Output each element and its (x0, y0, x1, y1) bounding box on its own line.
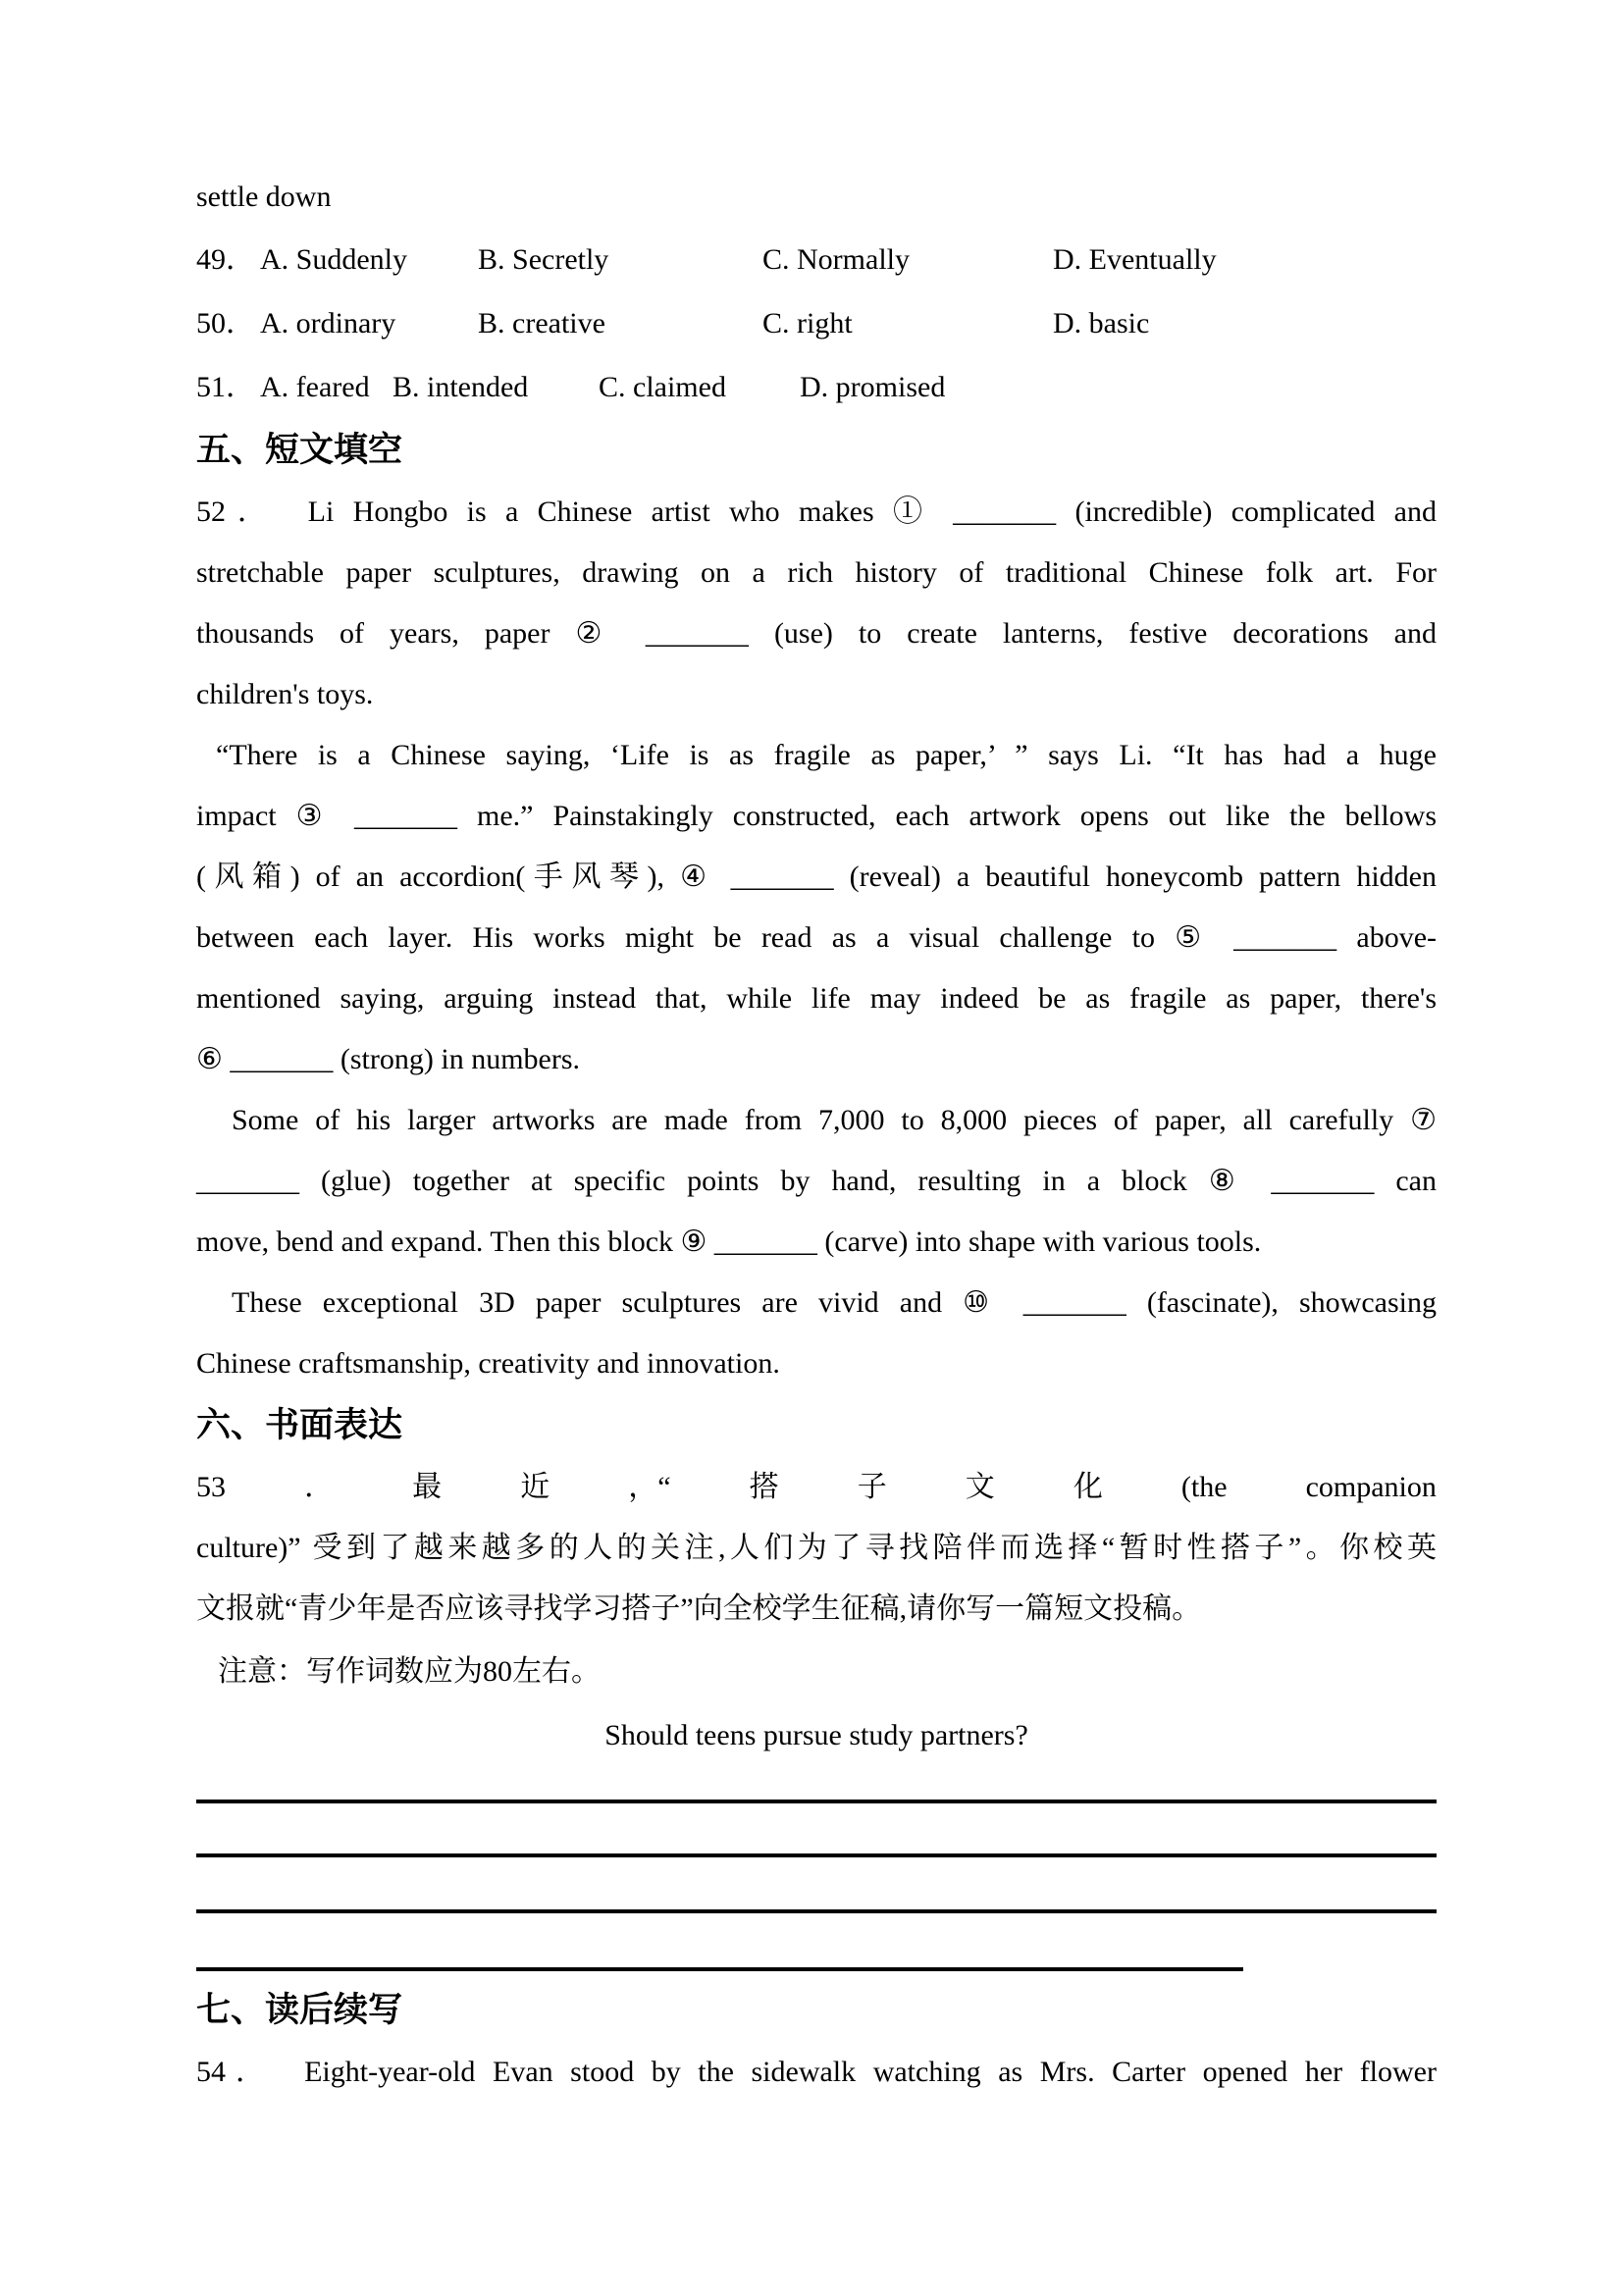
passage-line: “There is a Chinese saying, ‘Life is as fragile as paper,’ ” says Li. “It has had a huge (216, 739, 1437, 771)
passage-line: thousands of years, paper ② _______ (use) to create lanterns, festive decorations and (196, 617, 1437, 650)
question-number: 49． (196, 243, 255, 276)
cloze-passage (196, 482, 1437, 1394)
continuation-task-text (196, 2042, 1437, 2103)
multiple-choice-area (196, 228, 1437, 419)
section-heading-continuation: 七、读后续写 (196, 1991, 403, 2029)
option-label: C. Normally (762, 243, 910, 276)
story-line: 54． Eight-year-old Evan stood by the sidewalk watching as Mrs. Carter opened her flower (196, 2056, 1437, 2088)
text-token: 化 (1073, 1471, 1103, 1503)
text-token: 文 (965, 1471, 995, 1503)
option-label: A. ordinary (260, 307, 396, 339)
passage-line: Some of his larger artworks are made from 7,000 to 8,000 pieces of paper, all carefully ⑦ (232, 1104, 1437, 1136)
option-label: C. right (762, 307, 853, 339)
option-label: B. intended (393, 371, 529, 403)
text-token: companion (1305, 1471, 1437, 1503)
passage-line: impact ③ _______ me.” Painstakingly constructed, each artwork opens out like the bellows (196, 800, 1437, 832)
passage-line: stretchable paper sculptures, drawing on a rich history of traditional Chinese folk art. For (196, 556, 1437, 589)
carryover-text-line: settle down (196, 181, 332, 213)
passage-line: children's toys. (196, 678, 374, 710)
option-label: D. basic (1053, 307, 1150, 339)
text-token: 最 (412, 1471, 443, 1503)
text-token: 搭 (749, 1471, 779, 1503)
passage-line: move, bend and expand. Then this block ⑨ _______ (carve) into shape with various tools. (196, 1226, 1262, 1258)
writing-line (196, 1803, 1437, 1857)
passage-line: (风箱) of an accordion(手风琴), ④ _______ (reveal) a beautiful honeycomb pattern hidden (196, 861, 1437, 893)
question-row (196, 355, 1437, 419)
prompt-line: 文报就“青少年是否应该寻找学习搭子”向全校学生征稿,请你写一篇短文投稿。 (196, 1592, 1202, 1625)
writing-line (196, 1857, 1437, 1913)
option-label: B. Secretly (478, 243, 609, 276)
passage-line: Chinese craftsmanship, creativity and innovation. (196, 1347, 780, 1380)
question-row (196, 291, 1437, 355)
text-token: 53 (196, 1471, 226, 1503)
answer-lines-area (196, 1767, 1437, 1971)
question-row (196, 228, 1437, 291)
prompt-line: culture)” 受到了越来越多的人的关注,人们为了寻找陪伴而选择“暂时性搭子”。你校英 (196, 1532, 1437, 1564)
passage-line: between each layer. His works might be read as a visual challenge to ⑤ _______ above- (196, 921, 1437, 954)
option-label: B. creative (478, 307, 605, 339)
section-heading-cloze: 五、短文填空 (196, 431, 403, 469)
text-token: ，“ (628, 1471, 671, 1503)
option-label: A. Suddenly (260, 243, 407, 276)
option-label: C. claimed (599, 371, 726, 403)
writing-note: 注意：写作词数应为80左右。 (218, 1655, 601, 1688)
passage-line: _______ (glue) together at specific points by hand, resulting in a block ⑧ _______ can (196, 1165, 1437, 1197)
question-number: 50． (196, 307, 255, 339)
writing-task-first-line (196, 1457, 1437, 1518)
option-label: D. promised (800, 371, 946, 403)
text-token: (the (1180, 1471, 1228, 1503)
text-token: ． (304, 1471, 335, 1503)
passage-line: ⑥ _______ (strong) in numbers. (196, 1043, 581, 1075)
question-number: 51． (196, 371, 255, 403)
option-label: D. Eventually (1053, 243, 1217, 276)
writing-line (196, 1767, 1437, 1803)
writing-task-prompt (196, 1518, 1437, 1640)
text-token: 子 (857, 1471, 887, 1503)
passage-line: These exceptional 3D paper sculptures are vivid and ⑩ _______ (fascinate), showcasing (232, 1286, 1437, 1319)
writing-line (196, 1913, 1243, 1971)
passage-line: 52． Li Hongbo is a Chinese artist who makes ① _______ (incredible) complicated and (196, 496, 1437, 528)
section-heading-writing: 六、书面表达 (196, 1406, 403, 1444)
passage-line: mentioned saying, arguing instead that, while life may indeed be as fragile as paper, there's (196, 982, 1437, 1015)
essay-title: Should teens pursue study partners? (604, 1719, 1028, 1751)
option-label: A. feared (260, 371, 370, 403)
text-token: 近 (520, 1471, 550, 1503)
